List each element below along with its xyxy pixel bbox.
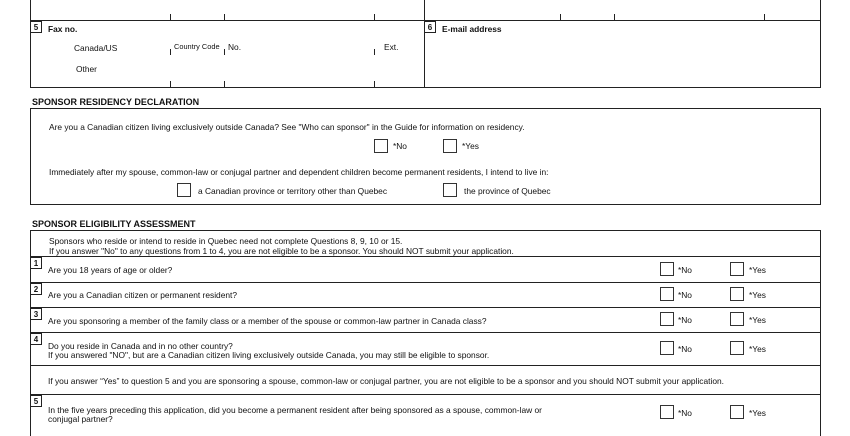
divider [30, 87, 820, 88]
divider [424, 0, 425, 88]
question-4-text: Do you reside in Canada and in no other country? [48, 341, 233, 351]
q2-no-label: *No [678, 290, 692, 300]
q2-no-checkbox[interactable] [660, 287, 674, 301]
q5-no-label: *No [678, 408, 692, 418]
question-5-warning: If you answer “Yes” to question 5 and you are sponsoring a spouse, common-law or conjugal partner, you are not eligible to be a sponsor and you should NOT submit your application. [48, 376, 724, 386]
divider [30, 0, 31, 88]
other-label: Other [76, 64, 97, 74]
email-field[interactable] [436, 36, 816, 84]
residency-yes-checkbox[interactable] [443, 139, 457, 153]
divider [820, 0, 821, 88]
question-number: 3 [30, 308, 42, 320]
residency-section-title: SPONSOR RESIDENCY DECLARATION [32, 97, 200, 107]
canada-us-label: Canada/US [74, 43, 118, 53]
q3-yes-checkbox[interactable] [730, 312, 744, 326]
question-number: 2 [30, 283, 42, 295]
fax-canada-field[interactable] [160, 55, 424, 56]
ext-label: Ext. [384, 42, 399, 52]
email-label: E-mail address [442, 24, 502, 34]
field-number: 6 [424, 21, 436, 33]
eligibility-intro-1: Sponsors who reside or intend to reside in Quebec need not complete Questions 8, 9, 10 or 15. [49, 236, 403, 246]
q2-yes-label: *Yes [749, 290, 766, 300]
question-5-text: In the five years preceding this application, did you become a permanent resident after being sponsored as a spouse, common-law or [48, 405, 542, 415]
question-5-text-cont: conjugal partner? [48, 414, 113, 424]
question-2-text: Are you a Canadian citizen or permanent resident? [48, 290, 238, 300]
q4-no-checkbox[interactable] [660, 341, 674, 355]
question-3-text: Are you sponsoring a member of the family class or a member of the spouse or common-law partner in Canada class? [48, 316, 487, 326]
number-label: No. [228, 42, 242, 52]
q1-yes-label: *Yes [749, 265, 766, 275]
q1-no-label: *No [678, 265, 692, 275]
eligibility-intro-2: If you answer "No" to any questions from 1 to 4, you are not eligible to be a sponsor. You should NOT submit your application. [49, 246, 514, 256]
residency-yes-label: *Yes [462, 141, 479, 151]
residency-question: Are you a Canadian citizen living exclusively outside Canada? See "Who can sponsor" in the Guide for information on residency. [49, 122, 525, 132]
residency-no-checkbox[interactable] [374, 139, 388, 153]
question-number: 4 [30, 333, 42, 345]
residency-intent-text: Immediately after my spouse, common-law or conjugal partner and dependent children become permanent residents, I intend to live in: [49, 167, 549, 177]
question-1-text: Are you 18 years of age or older? [48, 265, 173, 275]
q2-yes-checkbox[interactable] [730, 287, 744, 301]
residency-section [30, 108, 821, 205]
eligibility-section-title: SPONSOR ELIGIBILITY ASSESSMENT [32, 219, 196, 229]
province-checkbox[interactable] [177, 183, 191, 197]
province-option-label: a Canadian province or territory other than Quebec [198, 186, 388, 196]
q5-no-checkbox[interactable] [660, 405, 674, 419]
fax-other-field[interactable] [160, 60, 424, 87]
q4-yes-checkbox[interactable] [730, 341, 744, 355]
q3-no-label: *No [678, 315, 692, 325]
q1-no-checkbox[interactable] [660, 262, 674, 276]
q1-yes-checkbox[interactable] [730, 262, 744, 276]
fax-label: Fax no. [48, 24, 78, 34]
question-number: 1 [30, 257, 42, 269]
quebec-checkbox[interactable] [443, 183, 457, 197]
q4-yes-label: *Yes [749, 344, 766, 354]
q3-yes-label: *Yes [749, 315, 766, 325]
country-code-label: Country Code [174, 42, 220, 51]
quebec-option-label: the province of Quebec [464, 186, 551, 196]
question-4-note: If you answered "NO", but are a Canadian citizen living exclusively outside Canada, you may still be eligible to sponsor. [48, 350, 490, 360]
question-number: 5 [30, 395, 42, 407]
q4-no-label: *No [678, 344, 692, 354]
q3-no-checkbox[interactable] [660, 312, 674, 326]
residency-no-label: *No [393, 141, 407, 151]
field-number: 5 [30, 21, 42, 33]
q5-yes-label: *Yes [749, 408, 766, 418]
q5-yes-checkbox[interactable] [730, 405, 744, 419]
